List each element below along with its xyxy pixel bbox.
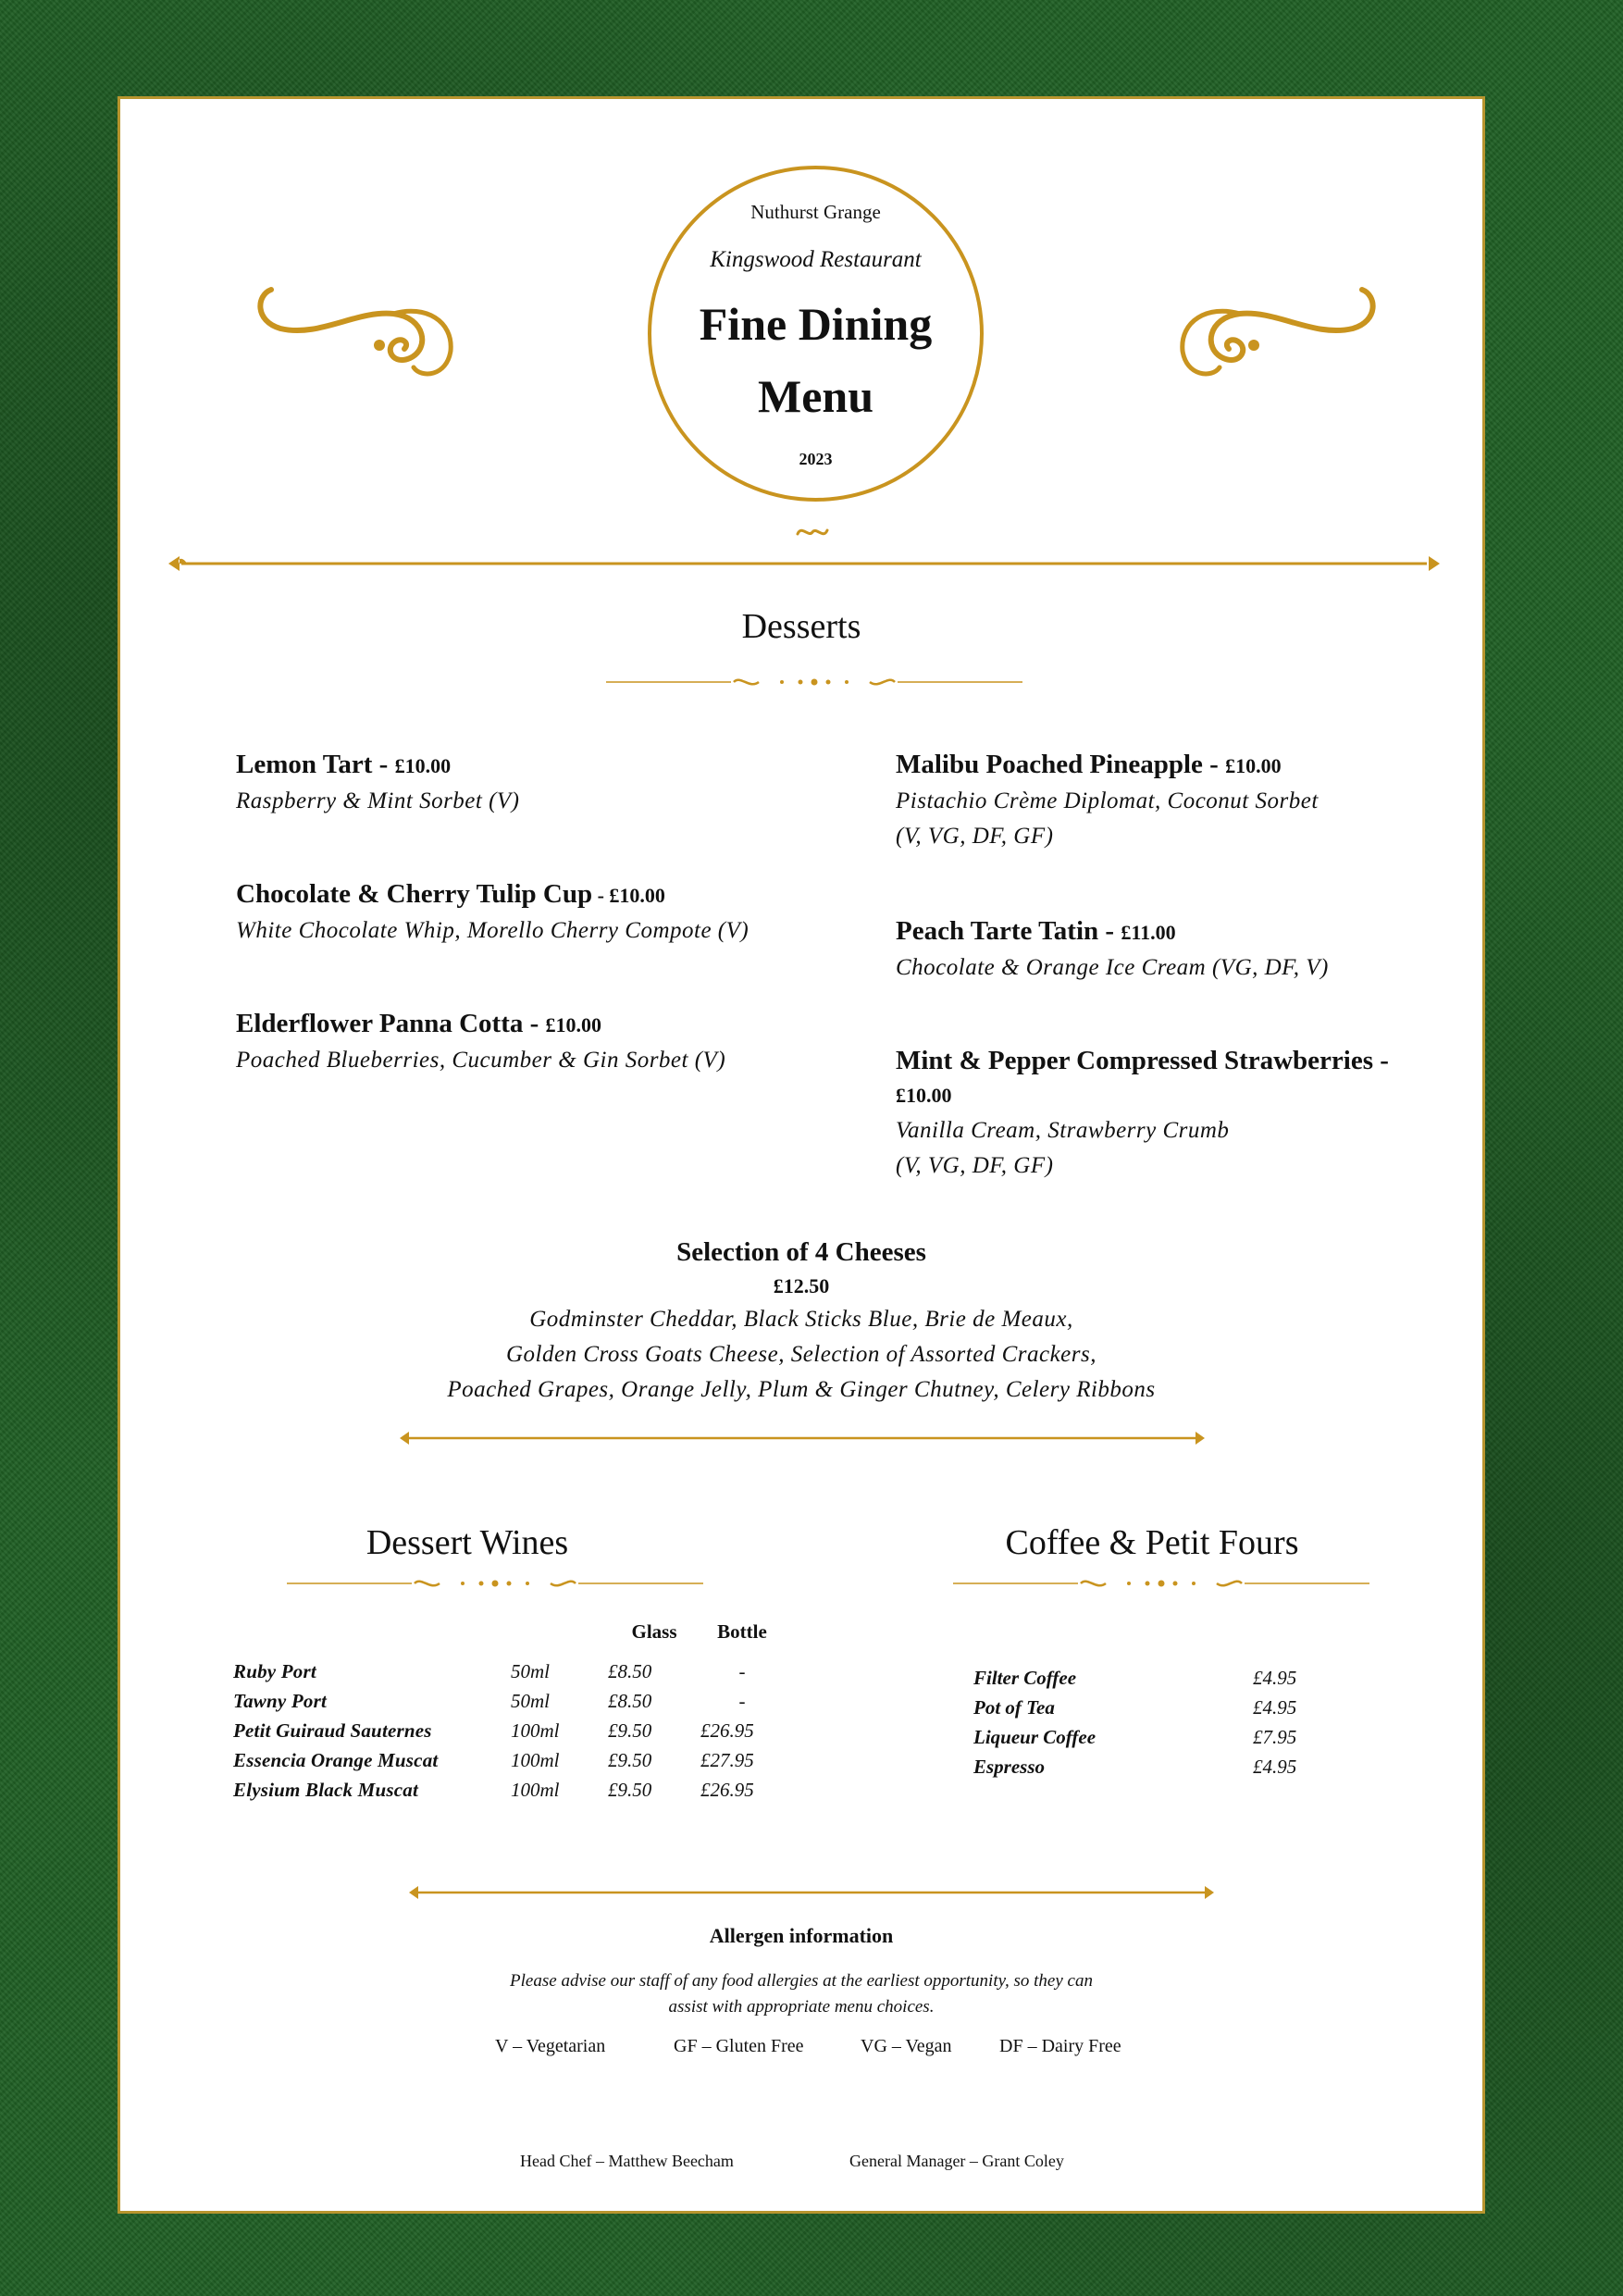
- dessert-item: [896, 913, 1442, 986]
- wine-size: 100ml: [511, 1719, 560, 1742]
- wines-heading-ornament: [287, 1574, 703, 1593]
- table-row: [233, 1749, 784, 1779]
- wine-bottle-price: £26.95: [700, 1719, 754, 1742]
- dessert-dietary: (V, VG, DF, GF): [896, 824, 1054, 849]
- allergen-divider-rule: [407, 1883, 1216, 1902]
- bottle-column-header: Bottle: [717, 1620, 767, 1643]
- wine-bottle-price: -: [738, 1660, 746, 1682]
- table-row: [973, 1663, 1296, 1693]
- cheese-divider-rule: [398, 1429, 1207, 1447]
- allergen-notice: [120, 1968, 1482, 2020]
- coffee-name: Liqueur Coffee: [973, 1725, 1096, 1748]
- dessert-price: £10.00: [1225, 754, 1282, 777]
- wine-size: 50ml: [511, 1690, 550, 1712]
- dessert-price: - £10.00: [592, 884, 665, 907]
- dessert-name: Chocolate & Cherry Tulip Cup: [236, 879, 593, 909]
- dessert-description: Chocolate & Orange Ice Cream (VG, DF, V): [896, 955, 1329, 980]
- menu-year: 2023: [799, 450, 833, 468]
- wine-size: 100ml: [511, 1779, 560, 1801]
- wine-name: Petit Guiraud Sauternes: [233, 1719, 432, 1742]
- head-chef-credit: Head Chef – Matthew Beecham: [520, 2152, 734, 2170]
- coffee-name: Pot of Tea: [973, 1695, 1055, 1719]
- wine-size: 50ml: [511, 1660, 550, 1682]
- cheese-selection: [120, 1234, 1482, 1408]
- dessert-description: Pistachio Crème Diplomat, Coconut Sorbet: [896, 788, 1319, 813]
- dessert-item: [236, 747, 810, 819]
- coffee-name: Espresso: [973, 1755, 1046, 1778]
- cheese-description-line: Poached Grapes, Orange Jelly, Plum & Ginger Chutney, Celery Ribbons: [447, 1377, 1156, 1402]
- dessert-item: [236, 1006, 828, 1078]
- coffee-price: £4.95: [1253, 1666, 1297, 1689]
- estate-name: Nuthurst Grange: [750, 201, 881, 223]
- dessert-dietary: (V, VG, DF, GF): [896, 1153, 1054, 1178]
- dessert-wines-table: [233, 1620, 784, 1808]
- right-flourish-ornament: [1166, 284, 1379, 386]
- wine-size: 100ml: [511, 1749, 560, 1771]
- dessert-price: £10.00: [394, 754, 452, 777]
- dessert-name: Elderflower Panna Cotta -: [236, 1009, 546, 1038]
- coffee-price: £4.95: [1253, 1755, 1297, 1778]
- menu-page: [118, 96, 1485, 2214]
- dessert-item: [896, 1043, 1442, 1184]
- allergen-key-vegetarian: V – Vegetarian: [495, 2036, 606, 2056]
- wine-name: Essencia Orange Muscat: [233, 1749, 439, 1771]
- wine-bottle-price: £26.95: [700, 1779, 754, 1801]
- wine-name: Ruby Port: [233, 1660, 316, 1682]
- coffee-price: £4.95: [1253, 1695, 1297, 1719]
- wine-glass-price: £9.50: [608, 1719, 652, 1742]
- dessert-description: Vanilla Cream, Strawberry Crumb: [896, 1118, 1230, 1143]
- table-row: [233, 1779, 784, 1808]
- header-divider-rule: [167, 552, 1442, 575]
- wine-name: Tawny Port: [233, 1690, 327, 1712]
- cheese-name: Selection of 4 Cheeses: [676, 1237, 926, 1267]
- allergen-key-dairy-free: DF – Dairy Free: [999, 2036, 1121, 2056]
- title-medallion: [648, 166, 984, 502]
- desserts-heading-ornament: [606, 673, 1022, 691]
- dessert-description: Poached Blueberries, Cucumber & Gin Sorbet (V): [236, 1048, 726, 1073]
- dessert-item: [896, 747, 1442, 854]
- general-manager-credit: General Manager – Grant Coley: [849, 2152, 1064, 2170]
- allergen-notice-line: Please advise our staff of any food allergies at the earliest opportunity, so they can: [510, 1971, 1093, 1991]
- wine-glass-price: £9.50: [608, 1779, 652, 1801]
- table-row: [233, 1660, 784, 1690]
- wine-glass-price: £9.50: [608, 1749, 652, 1771]
- desserts-heading: Desserts: [741, 607, 861, 646]
- dessert-description: Raspberry & Mint Sorbet (V): [236, 788, 520, 813]
- wine-bottle-price: £27.95: [700, 1749, 754, 1771]
- allergen-key-vegan: VG – Vegan: [861, 2036, 952, 2056]
- cheese-description-line: Godminster Cheddar, Black Sticks Blue, Brie de Meaux,: [529, 1307, 1073, 1332]
- menu-title: Fine Dining Menu: [699, 298, 933, 422]
- dessert-name: Lemon Tart -: [236, 750, 395, 779]
- dessert-name: Malibu Poached Pineapple -: [896, 750, 1226, 779]
- table-row: [233, 1690, 784, 1719]
- allergen-notice-line: assist with appropriate menu choices.: [668, 1997, 935, 2017]
- dessert-name: Peach Tarte Tatin -: [896, 916, 1121, 946]
- coffee-table: [973, 1663, 1296, 1781]
- allergen-key-gluten-free: GF – Gluten Free: [674, 2036, 804, 2056]
- wine-glass-price: £8.50: [608, 1690, 652, 1712]
- table-row: [973, 1693, 1296, 1722]
- wine-name: Elysium Black Muscat: [233, 1779, 419, 1801]
- dessert-price: £10.00: [896, 1084, 952, 1107]
- coffee-price: £7.95: [1253, 1725, 1297, 1748]
- dessert-description: White Chocolate Whip, Morello Cherry Compote (V): [236, 918, 750, 943]
- left-flourish-ornament: [254, 284, 467, 386]
- dessert-name: Mint & Pepper Compressed Strawberries -: [896, 1046, 1389, 1075]
- wine-glass-price: £8.50: [608, 1660, 652, 1682]
- small-swirl-ornament: [794, 523, 831, 541]
- dessert-price: £10.00: [545, 1013, 602, 1036]
- table-row: [973, 1722, 1296, 1752]
- allergen-title: Allergen information: [709, 1924, 894, 1947]
- glass-column-header: Glass: [631, 1620, 677, 1643]
- table-row: [233, 1719, 784, 1749]
- wine-bottle-price: -: [738, 1690, 746, 1712]
- dessert-item: [236, 876, 828, 949]
- restaurant-name: Kingswood Restaurant: [710, 247, 922, 272]
- coffee-heading: Coffee & Petit Fours: [1005, 1523, 1299, 1562]
- dessert-price: £11.00: [1121, 921, 1176, 944]
- cheese-description-line: Golden Cross Goats Cheese, Selection of Assorted Crackers,: [506, 1342, 1096, 1367]
- table-row: [973, 1752, 1296, 1781]
- cheese-price: £12.50: [773, 1274, 830, 1297]
- coffee-name: Filter Coffee: [973, 1666, 1077, 1689]
- coffee-heading-ornament: [953, 1574, 1369, 1593]
- dessert-wines-heading: Dessert Wines: [365, 1523, 569, 1562]
